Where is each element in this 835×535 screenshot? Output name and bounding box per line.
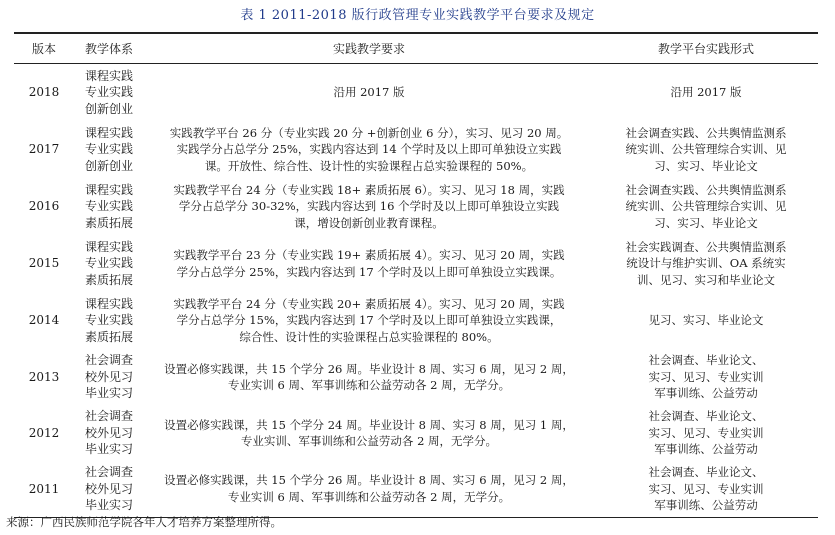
cell-requirement: [144, 405, 594, 461]
system-line: 校外见习: [84, 369, 133, 384]
form-line: 统设计与维护实训、OA 系统实: [626, 256, 786, 271]
requirement-line: 设置必修实践课，共 15 个学分 26 周。毕业设计 8 周、实习 6 周，见习 2 周，: [164, 361, 574, 376]
cell-year: 2013: [28, 369, 60, 384]
system-line: 校外见习: [84, 481, 133, 496]
cell-year: 2011: [14, 461, 74, 517]
header-form: 教学平台实践形式: [594, 33, 818, 63]
cell-form: [594, 292, 818, 349]
cell-year: 2012: [28, 425, 60, 440]
cell-form: [594, 461, 818, 517]
cell-form: [594, 405, 818, 461]
form-line: 统实训、公共管理综合实训、见: [625, 199, 787, 214]
requirement-line: 专业实训、军事训练和公益劳动各 2 周，无学分。: [240, 434, 498, 448]
cell-system: [74, 235, 144, 292]
cell-year: 2017: [28, 142, 60, 157]
header-system: 教学体系: [74, 33, 144, 63]
cell-requirement: [144, 178, 594, 235]
cell-system: [74, 178, 144, 235]
table-header-row: [14, 33, 818, 63]
cell-form: [594, 121, 818, 178]
cell-year: 2014: [28, 313, 60, 328]
system-line: 素质拓展: [84, 329, 133, 344]
system-line: 社会调查: [84, 465, 133, 479]
system-line: 课程实践: [84, 239, 133, 254]
system-line: 课程实践: [84, 182, 133, 197]
form-line: 军事训练、公益劳动: [654, 386, 758, 401]
cell-requirement: [144, 349, 594, 405]
cell-year: 2015: [28, 256, 60, 271]
cell-system: [74, 121, 144, 178]
form-line: 社会实践调查、公共舆情监测系: [625, 239, 787, 254]
form-line: 统实训、公共管理综合实训、见: [625, 142, 787, 157]
requirement-line: 专业实训 6 周、军事训练和公益劳动各 2 周，无学分。: [227, 378, 511, 392]
form-line: 见习、实习、毕业论文: [648, 313, 764, 328]
header-requirement: 实践教学要求: [144, 33, 594, 63]
system-line: 专业实践: [84, 85, 133, 99]
cell-form: [594, 349, 818, 405]
table-row: [14, 121, 818, 178]
source-note: 来源：广西民族师范学院各年人才培养方案整理所得。: [6, 515, 282, 529]
system-line: 毕业实习: [84, 442, 133, 457]
cell-requirement: [144, 461, 594, 517]
system-line: 社会调查: [84, 353, 133, 368]
cell-system: [74, 405, 144, 461]
requirement-line: 学分占总学分 30-32%，实践内容达到 16 个学时及以上即可单独设立实践: [178, 199, 560, 214]
form-line: 习、实习、毕业论文: [654, 158, 758, 173]
practice-requirements-table: [14, 32, 818, 518]
requirement-line: 实践教学平台 24 分（专业实践 18+ 素质拓展 6）。实习、见习 18 周，实践: [173, 182, 565, 197]
cell-requirement: [144, 292, 594, 349]
system-line: 课程实践: [84, 125, 133, 140]
cell-system: [74, 461, 144, 517]
requirement-line: 设置必修实践课，共 15 个学分 26 周。毕业设计 8 周、实习 6 周，见习 2 周，: [164, 473, 574, 488]
system-line: 毕业实习: [84, 386, 133, 401]
cell-requirement: [144, 235, 594, 292]
table-row: [14, 349, 818, 405]
requirement-line: 沿用 2017 版: [333, 85, 405, 99]
requirement-line: 实践教学平台 24 分（专业实践 20+ 素质拓展 4）。实习、见习 20 周，实践: [173, 296, 565, 311]
table-row: [14, 292, 818, 349]
table-row: [14, 63, 818, 121]
requirement-line: 实践教学平台 23 分（专业实践 19+ 素质拓展 4）。实习、见习 20 周，实践: [173, 248, 565, 262]
system-line: 素质拓展: [84, 215, 133, 230]
form-line: 社会调查实践、公共舆情监测系: [625, 182, 787, 197]
system-line: 专业实践: [84, 256, 133, 271]
requirement-line: 综合性、设计性的实验课程占总实验课程的 80%。: [239, 329, 499, 344]
form-line: 社会调查、毕业论文、: [648, 465, 764, 479]
system-line: 素质拓展: [84, 272, 133, 287]
form-line: 习、实习、毕业论文: [654, 215, 758, 230]
cell-year: 2018: [28, 85, 60, 99]
form-line: 社会调查、毕业论文、: [648, 353, 764, 368]
form-line: 实习、见习、专业实训: [648, 481, 764, 496]
requirement-line: 课。开放性、综合性、设计性的实验课程占总实验课程的 50%。: [204, 158, 534, 173]
form-line: 实习、见习、专业实训: [648, 425, 764, 440]
cell-system: [74, 292, 144, 349]
system-line: 社会调查: [84, 409, 133, 424]
system-line: 专业实践: [84, 199, 133, 214]
requirement-line: 实践学分占总学分 25%，实践内容达到 14 个学时及以上即可单独设立实践: [176, 142, 562, 157]
header-year: 版本: [14, 33, 74, 63]
form-line: 军事训练、公益劳动: [654, 498, 758, 512]
cell-system: [74, 349, 144, 405]
system-line: 课程实践: [84, 296, 133, 311]
form-line: 军事训练、公益劳动: [654, 442, 758, 457]
cell-system: [74, 63, 144, 121]
cell-year: 2016: [28, 199, 60, 214]
requirement-line: 学分占总学分 15%，实践内容达到 17 个学时及以上即可单独设立实践课，: [176, 313, 562, 328]
cell-form: [594, 235, 818, 292]
table-row: [14, 178, 818, 235]
system-line: 创新创业: [84, 101, 133, 116]
requirement-line: 专业实训 6 周、军事训练和公益劳动各 2 周，无学分。: [227, 489, 511, 504]
system-line: 毕业实习: [84, 498, 133, 512]
table-row: [14, 235, 818, 292]
form-line: 实习、见习、专业实训: [648, 369, 764, 384]
form-line: 社会调查实践、公共舆情监测系: [625, 125, 787, 140]
table-caption: 表 1 2011-2018 版行政管理专业实践教学平台要求及规定: [240, 8, 595, 23]
table-row: [14, 405, 818, 461]
requirement-line: 设置必修实践课，共 15 个学分 24 周。毕业设计 8 周、实习 8 周，见习 1 周，: [164, 417, 574, 432]
cell-requirement: [144, 63, 594, 121]
cell-form: [594, 63, 818, 121]
form-line: 训、见习、实习和毕业论文: [637, 272, 775, 287]
requirement-line: 实践教学平台 26 分（专业实践 20 分 +创新创业 6 分），实习、见习 20 周。: [169, 125, 569, 140]
system-line: 专业实践: [84, 142, 133, 157]
cell-requirement: [144, 121, 594, 178]
form-line: 社会调查、毕业论文、: [648, 409, 764, 424]
system-line: 校外见习: [84, 425, 133, 440]
system-line: 专业实践: [84, 313, 133, 328]
system-line: 课程实践: [84, 68, 133, 83]
requirement-line: 课，增设创新创业教育课程。: [294, 215, 444, 230]
form-line: 沿用 2017 版: [670, 85, 742, 99]
system-line: 创新创业: [84, 158, 133, 173]
cell-form: [594, 178, 818, 235]
table-row: [14, 461, 818, 517]
requirement-line: 学分占总学分 25%，实践内容达到 17 个学时及以上即可单独设立实践课。: [176, 264, 562, 279]
